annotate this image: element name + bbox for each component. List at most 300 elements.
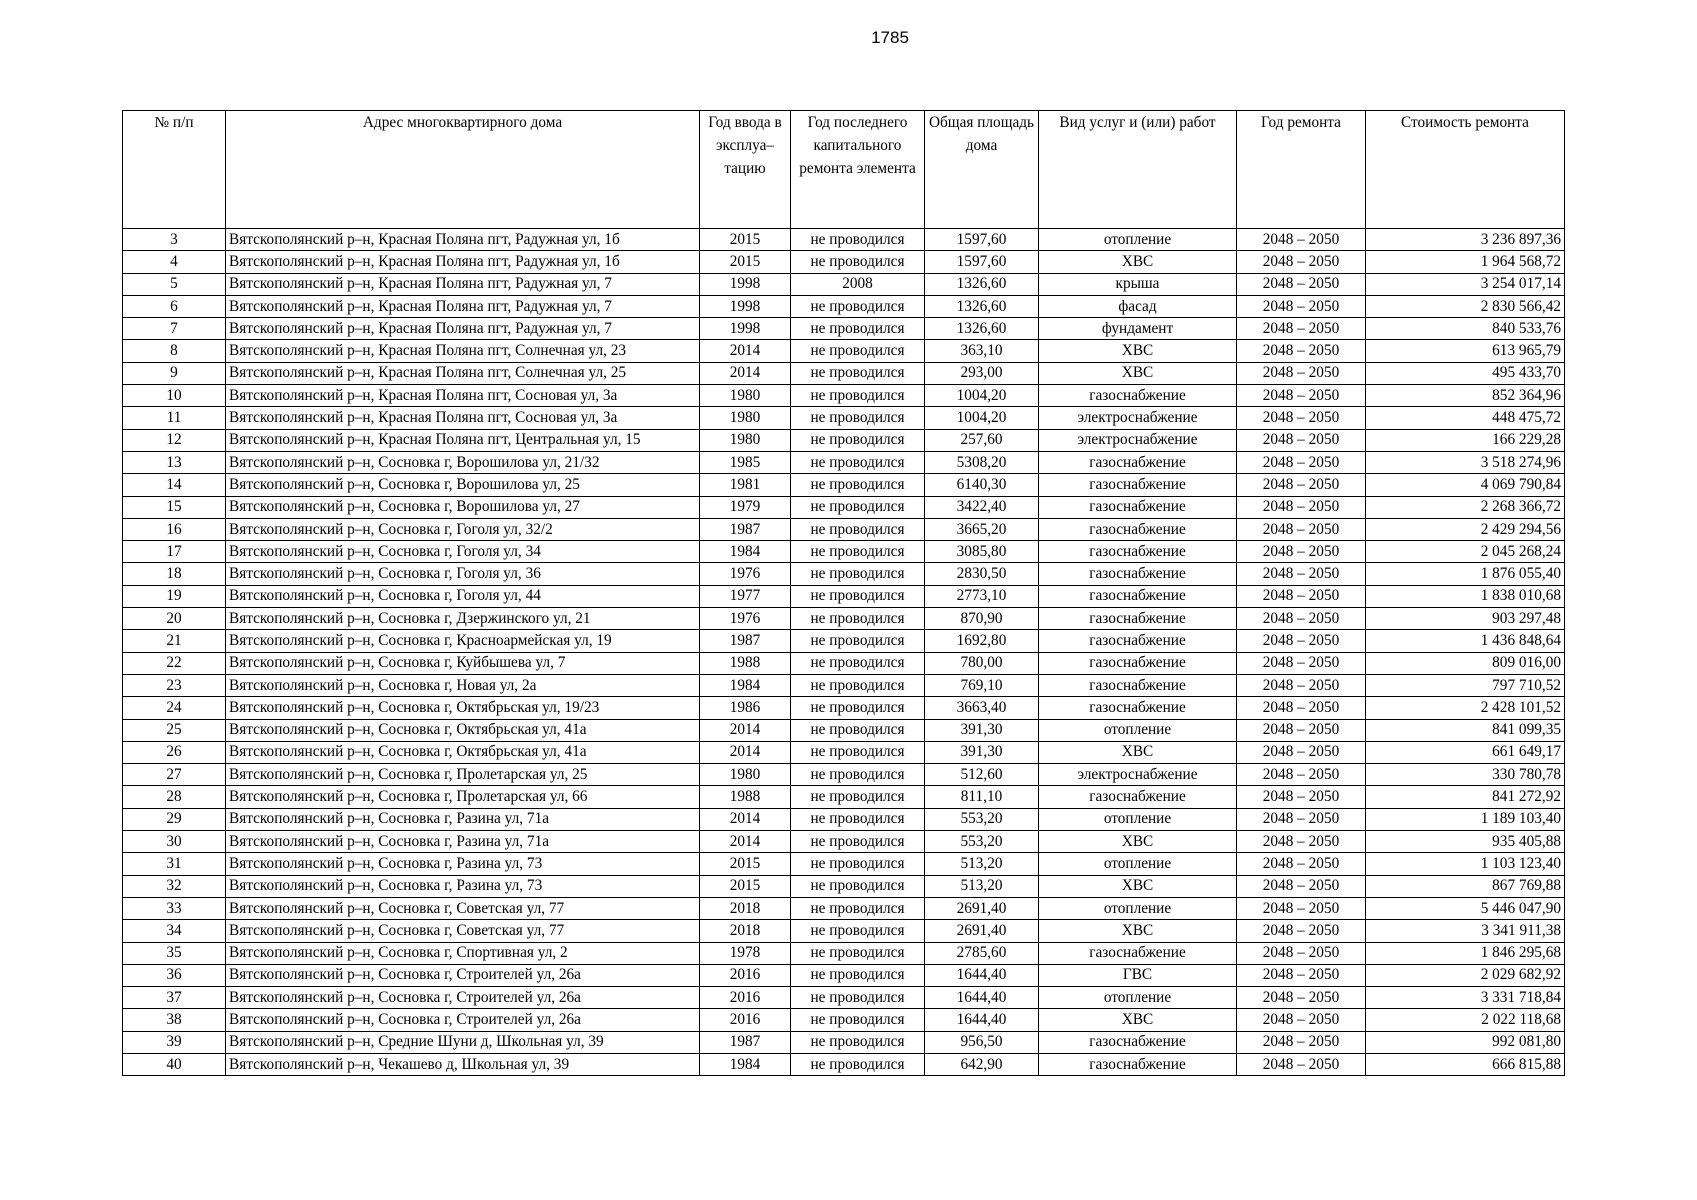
- service-type-cell: отопление: [1039, 897, 1237, 919]
- last-repair-year-cell: не проводился: [791, 942, 925, 964]
- address-cell: Вятскополянский р–н, Сосновка г, Ворошилова ул, 25: [226, 474, 700, 496]
- repair-years-cell: 2048 – 2050: [1237, 786, 1366, 808]
- commission-year-cell: 1980: [700, 385, 791, 407]
- address-cell: Вятскополянский р–н, Сосновка г, Новая ул, 2а: [226, 674, 700, 696]
- repair-cost-cell: 448 475,72: [1366, 407, 1565, 429]
- total-area-cell: 2830,50: [925, 563, 1039, 585]
- address-cell: Вятскополянский р–н, Красная Поляна пгт, Сосновая ул, 3а: [226, 407, 700, 429]
- address-cell: Вятскополянский р–н, Сосновка г, Советская ул, 77: [226, 897, 700, 919]
- repair-years-cell: 2048 – 2050: [1237, 251, 1366, 273]
- repair-cost-cell: 1 876 055,40: [1366, 563, 1565, 585]
- commission-year-cell: 1977: [700, 585, 791, 607]
- repair-years-cell: 2048 – 2050: [1237, 964, 1366, 986]
- address-cell: Вятскополянский р–н, Сосновка г, Советская ул, 77: [226, 920, 700, 942]
- row-number-cell: 4: [123, 251, 226, 273]
- total-area-cell: 391,30: [925, 719, 1039, 741]
- table-row: [123, 1031, 1565, 1053]
- row-number-cell: 34: [123, 920, 226, 942]
- service-type-cell: электроснабжение: [1039, 407, 1237, 429]
- service-type-cell: ХВС: [1039, 875, 1237, 897]
- last-repair-year-cell: не проводился: [791, 563, 925, 585]
- address-cell: Вятскополянский р–н, Красная Поляна пгт, Солнечная ул, 23: [226, 340, 700, 362]
- table-row: [123, 541, 1565, 563]
- total-area-cell: 2691,40: [925, 897, 1039, 919]
- table-header-row: [123, 111, 1565, 229]
- repair-cost-cell: 2 022 118,68: [1366, 1009, 1565, 1031]
- address-cell: Вятскополянский р–н, Сосновка г, Пролетарская ул, 66: [226, 786, 700, 808]
- total-area-cell: 1597,60: [925, 251, 1039, 273]
- address-cell: Вятскополянский р–н, Сосновка г, Разина ул, 73: [226, 853, 700, 875]
- address-cell: Вятскополянский р–н, Сосновка г, Дзержинского ул, 21: [226, 608, 700, 630]
- table-row: [123, 920, 1565, 942]
- total-area-cell: 956,50: [925, 1031, 1039, 1053]
- row-number-cell: 13: [123, 451, 226, 473]
- total-area-cell: 1326,60: [925, 273, 1039, 295]
- header-cell: Вид услуг и (или) работ: [1039, 111, 1237, 229]
- service-type-cell: газоснабжение: [1039, 652, 1237, 674]
- table-row: [123, 697, 1565, 719]
- address-cell: Вятскополянский р–н, Красная Поляна пгт, Радужная ул, 7: [226, 273, 700, 295]
- repair-years-cell: 2048 – 2050: [1237, 719, 1366, 741]
- service-type-cell: ГВС: [1039, 964, 1237, 986]
- total-area-cell: 6140,30: [925, 474, 1039, 496]
- table-row: [123, 273, 1565, 295]
- table-row: [123, 585, 1565, 607]
- table-row: [123, 630, 1565, 652]
- row-number-cell: 32: [123, 875, 226, 897]
- commission-year-cell: 2015: [700, 251, 791, 273]
- table-row: [123, 808, 1565, 830]
- service-type-cell: ХВС: [1039, 831, 1237, 853]
- address-cell: Вятскополянский р–н, Сосновка г, Красноармейская ул, 19: [226, 630, 700, 652]
- repair-years-cell: 2048 – 2050: [1237, 808, 1366, 830]
- address-cell: Вятскополянский р–н, Красная Поляна пгт, Центральная ул, 15: [226, 429, 700, 451]
- row-number-cell: 17: [123, 541, 226, 563]
- repair-cost-cell: 661 649,17: [1366, 741, 1565, 763]
- last-repair-year-cell: не проводился: [791, 897, 925, 919]
- repair-years-cell: 2048 – 2050: [1237, 741, 1366, 763]
- service-type-cell: газоснабжение: [1039, 942, 1237, 964]
- last-repair-year-cell: не проводился: [791, 875, 925, 897]
- last-repair-year-cell: не проводился: [791, 786, 925, 808]
- commission-year-cell: 1979: [700, 496, 791, 518]
- commission-year-cell: 2014: [700, 831, 791, 853]
- service-type-cell: электроснабжение: [1039, 429, 1237, 451]
- repair-years-cell: 2048 – 2050: [1237, 853, 1366, 875]
- repair-cost-cell: 1 189 103,40: [1366, 808, 1565, 830]
- table-row: [123, 385, 1565, 407]
- row-number-cell: 24: [123, 697, 226, 719]
- service-type-cell: ХВС: [1039, 362, 1237, 384]
- address-cell: Вятскополянский р–н, Сосновка г, Куйбышева ул, 7: [226, 652, 700, 674]
- repair-years-cell: 2048 – 2050: [1237, 831, 1366, 853]
- repair-cost-cell: 841 272,92: [1366, 786, 1565, 808]
- repair-cost-cell: 495 433,70: [1366, 362, 1565, 384]
- table-row: [123, 652, 1565, 674]
- last-repair-year-cell: не проводился: [791, 1031, 925, 1053]
- service-type-cell: газоснабжение: [1039, 608, 1237, 630]
- table-row: [123, 429, 1565, 451]
- table-row: [123, 229, 1565, 251]
- repair-years-cell: 2048 – 2050: [1237, 764, 1366, 786]
- row-number-cell: 31: [123, 853, 226, 875]
- repair-cost-cell: 3 331 718,84: [1366, 987, 1565, 1009]
- header-cell: Год ввода в эксплуа–тацию: [700, 111, 791, 229]
- repair-cost-cell: 992 081,80: [1366, 1031, 1565, 1053]
- table-row: [123, 897, 1565, 919]
- repair-years-cell: 2048 – 2050: [1237, 563, 1366, 585]
- repair-cost-cell: 4 069 790,84: [1366, 474, 1565, 496]
- row-number-cell: 25: [123, 719, 226, 741]
- table-row: [123, 674, 1565, 696]
- repair-cost-cell: 1 436 848,64: [1366, 630, 1565, 652]
- row-number-cell: 30: [123, 831, 226, 853]
- total-area-cell: 1597,60: [925, 229, 1039, 251]
- table-row: [123, 251, 1565, 273]
- service-type-cell: ХВС: [1039, 1009, 1237, 1031]
- total-area-cell: 1326,60: [925, 295, 1039, 317]
- last-repair-year-cell: не проводился: [791, 340, 925, 362]
- address-cell: Вятскополянский р–н, Красная Поляна пгт, Радужная ул, 7: [226, 295, 700, 317]
- commission-year-cell: 1987: [700, 518, 791, 540]
- total-area-cell: 5308,20: [925, 451, 1039, 473]
- table-row: [123, 295, 1565, 317]
- total-area-cell: 257,60: [925, 429, 1039, 451]
- table-row: [123, 608, 1565, 630]
- repair-cost-cell: 3 518 274,96: [1366, 451, 1565, 473]
- table-row: [123, 987, 1565, 1009]
- address-cell: Вятскополянский р–н, Сосновка г, Ворошилова ул, 27: [226, 496, 700, 518]
- repair-cost-cell: 3 236 897,36: [1366, 229, 1565, 251]
- address-cell: Вятскополянский р–н, Сосновка г, Разина ул, 71а: [226, 831, 700, 853]
- repair-cost-cell: 5 446 047,90: [1366, 897, 1565, 919]
- address-cell: Вятскополянский р–н, Сосновка г, Строителей ул, 26а: [226, 987, 700, 1009]
- last-repair-year-cell: не проводился: [791, 407, 925, 429]
- repair-cost-cell: 3 254 017,14: [1366, 273, 1565, 295]
- service-type-cell: газоснабжение: [1039, 697, 1237, 719]
- commission-year-cell: 1981: [700, 474, 791, 496]
- total-area-cell: 3663,40: [925, 697, 1039, 719]
- commission-year-cell: 1978: [700, 942, 791, 964]
- repair-cost-cell: 1 838 010,68: [1366, 585, 1565, 607]
- commission-year-cell: 2014: [700, 719, 791, 741]
- address-cell: Вятскополянский р–н, Сосновка г, Пролетарская ул, 25: [226, 764, 700, 786]
- repair-years-cell: 2048 – 2050: [1237, 541, 1366, 563]
- row-number-cell: 9: [123, 362, 226, 384]
- row-number-cell: 40: [123, 1053, 226, 1075]
- table-row: [123, 964, 1565, 986]
- repair-cost-cell: 1 964 568,72: [1366, 251, 1565, 273]
- service-type-cell: отопление: [1039, 719, 1237, 741]
- total-area-cell: 391,30: [925, 741, 1039, 763]
- total-area-cell: 513,20: [925, 875, 1039, 897]
- address-cell: Вятскополянский р–н, Сосновка г, Строителей ул, 26а: [226, 964, 700, 986]
- repair-years-cell: 2048 – 2050: [1237, 1053, 1366, 1075]
- repair-years-cell: 2048 – 2050: [1237, 496, 1366, 518]
- repair-years-cell: 2048 – 2050: [1237, 920, 1366, 942]
- header-cell: № п/п: [123, 111, 226, 229]
- address-cell: Вятскополянский р–н, Красная Поляна пгт, Радужная ул, 1б: [226, 251, 700, 273]
- row-number-cell: 29: [123, 808, 226, 830]
- total-area-cell: 870,90: [925, 608, 1039, 630]
- commission-year-cell: 1984: [700, 1053, 791, 1075]
- total-area-cell: 1644,40: [925, 987, 1039, 1009]
- total-area-cell: 553,20: [925, 808, 1039, 830]
- last-repair-year-cell: не проводился: [791, 496, 925, 518]
- table-row: [123, 853, 1565, 875]
- table-row: [123, 741, 1565, 763]
- total-area-cell: 2773,10: [925, 585, 1039, 607]
- commission-year-cell: 2016: [700, 1009, 791, 1031]
- service-type-cell: газоснабжение: [1039, 1031, 1237, 1053]
- total-area-cell: 1326,60: [925, 318, 1039, 340]
- total-area-cell: 1644,40: [925, 1009, 1039, 1031]
- service-type-cell: крыша: [1039, 273, 1237, 295]
- address-cell: Вятскополянский р–н, Сосновка г, Гоголя ул, 36: [226, 563, 700, 585]
- row-number-cell: 28: [123, 786, 226, 808]
- last-repair-year-cell: не проводился: [791, 385, 925, 407]
- total-area-cell: 1644,40: [925, 964, 1039, 986]
- total-area-cell: 3422,40: [925, 496, 1039, 518]
- commission-year-cell: 1980: [700, 429, 791, 451]
- table-row: [123, 831, 1565, 853]
- row-number-cell: 39: [123, 1031, 226, 1053]
- table-row: [123, 786, 1565, 808]
- commission-year-cell: 1984: [700, 541, 791, 563]
- service-type-cell: газоснабжение: [1039, 496, 1237, 518]
- service-type-cell: ХВС: [1039, 920, 1237, 942]
- repair-years-cell: 2048 – 2050: [1237, 875, 1366, 897]
- commission-year-cell: 1987: [700, 1031, 791, 1053]
- commission-year-cell: 2016: [700, 964, 791, 986]
- row-number-cell: 3: [123, 229, 226, 251]
- repair-years-cell: 2048 – 2050: [1237, 407, 1366, 429]
- last-repair-year-cell: не проводился: [791, 987, 925, 1009]
- address-cell: Вятскополянский р–н, Красная Поляна пгт, Радужная ул, 1б: [226, 229, 700, 251]
- table-row: [123, 340, 1565, 362]
- service-type-cell: газоснабжение: [1039, 518, 1237, 540]
- row-number-cell: 22: [123, 652, 226, 674]
- last-repair-year-cell: не проводился: [791, 853, 925, 875]
- address-cell: Вятскополянский р–н, Сосновка г, Гоголя ул, 34: [226, 541, 700, 563]
- row-number-cell: 33: [123, 897, 226, 919]
- row-number-cell: 6: [123, 295, 226, 317]
- repair-cost-cell: 797 710,52: [1366, 674, 1565, 696]
- total-area-cell: 780,00: [925, 652, 1039, 674]
- repair-years-cell: 2048 – 2050: [1237, 451, 1366, 473]
- total-area-cell: 642,90: [925, 1053, 1039, 1075]
- address-cell: Вятскополянский р–н, Красная Поляна пгт, Радужная ул, 7: [226, 318, 700, 340]
- service-type-cell: ХВС: [1039, 340, 1237, 362]
- commission-year-cell: 2016: [700, 987, 791, 1009]
- last-repair-year-cell: не проводился: [791, 719, 925, 741]
- repair-cost-cell: 1 103 123,40: [1366, 853, 1565, 875]
- commission-year-cell: 1976: [700, 608, 791, 630]
- header-cell: Общая площадь дома: [925, 111, 1039, 229]
- total-area-cell: 1004,20: [925, 407, 1039, 429]
- repair-years-cell: 2048 – 2050: [1237, 942, 1366, 964]
- row-number-cell: 8: [123, 340, 226, 362]
- repair-cost-cell: 867 769,88: [1366, 875, 1565, 897]
- repair-years-cell: 2048 – 2050: [1237, 608, 1366, 630]
- last-repair-year-cell: не проводился: [791, 764, 925, 786]
- last-repair-year-cell: не проводился: [791, 295, 925, 317]
- row-number-cell: 35: [123, 942, 226, 964]
- page-number: 1785: [871, 28, 909, 47]
- total-area-cell: 3665,20: [925, 518, 1039, 540]
- last-repair-year-cell: не проводился: [791, 229, 925, 251]
- service-type-cell: газоснабжение: [1039, 786, 1237, 808]
- address-cell: Вятскополянский р–н, Сосновка г, Ворошилова ул, 21/32: [226, 451, 700, 473]
- service-type-cell: газоснабжение: [1039, 630, 1237, 652]
- repair-years-cell: 2048 – 2050: [1237, 295, 1366, 317]
- service-type-cell: газоснабжение: [1039, 1053, 1237, 1075]
- row-number-cell: 37: [123, 987, 226, 1009]
- last-repair-year-cell: не проводился: [791, 251, 925, 273]
- last-repair-year-cell: не проводился: [791, 674, 925, 696]
- service-type-cell: газоснабжение: [1039, 674, 1237, 696]
- repair-cost-cell: 613 965,79: [1366, 340, 1565, 362]
- commission-year-cell: 1980: [700, 764, 791, 786]
- commission-year-cell: 2015: [700, 229, 791, 251]
- repair-cost-cell: 2 429 294,56: [1366, 518, 1565, 540]
- total-area-cell: 363,10: [925, 340, 1039, 362]
- commission-year-cell: 1987: [700, 630, 791, 652]
- table-row: [123, 719, 1565, 741]
- row-number-cell: 5: [123, 273, 226, 295]
- repair-cost-cell: 2 268 366,72: [1366, 496, 1565, 518]
- last-repair-year-cell: не проводился: [791, 429, 925, 451]
- address-cell: Вятскополянский р–н, Красная Поляна пгт, Солнечная ул, 25: [226, 362, 700, 384]
- last-repair-year-cell: не проводился: [791, 362, 925, 384]
- commission-year-cell: 2018: [700, 897, 791, 919]
- address-cell: Вятскополянский р–н, Сосновка г, Строителей ул, 26а: [226, 1009, 700, 1031]
- last-repair-year-cell: не проводился: [791, 964, 925, 986]
- header-cell: Адрес многоквартирного дома: [226, 111, 700, 229]
- last-repair-year-cell: не проводился: [791, 630, 925, 652]
- total-area-cell: 811,10: [925, 786, 1039, 808]
- commission-year-cell: 1985: [700, 451, 791, 473]
- row-number-cell: 18: [123, 563, 226, 585]
- last-repair-year-cell: не проводился: [791, 831, 925, 853]
- repair-cost-cell: 935 405,88: [1366, 831, 1565, 853]
- row-number-cell: 36: [123, 964, 226, 986]
- service-type-cell: газоснабжение: [1039, 474, 1237, 496]
- address-cell: Вятскополянский р–н, Сосновка г, Спортивная ул, 2: [226, 942, 700, 964]
- table-row: [123, 563, 1565, 585]
- row-number-cell: 27: [123, 764, 226, 786]
- repair-register-table: [122, 110, 1565, 1076]
- service-type-cell: отопление: [1039, 853, 1237, 875]
- repair-cost-cell: 666 815,88: [1366, 1053, 1565, 1075]
- commission-year-cell: 1998: [700, 295, 791, 317]
- repair-years-cell: 2048 – 2050: [1237, 429, 1366, 451]
- service-type-cell: отопление: [1039, 808, 1237, 830]
- table-row: [123, 474, 1565, 496]
- service-type-cell: электроснабжение: [1039, 764, 1237, 786]
- service-type-cell: газоснабжение: [1039, 563, 1237, 585]
- service-type-cell: газоснабжение: [1039, 385, 1237, 407]
- last-repair-year-cell: не проводился: [791, 318, 925, 340]
- commission-year-cell: 2014: [700, 340, 791, 362]
- table-row: [123, 496, 1565, 518]
- row-number-cell: 11: [123, 407, 226, 429]
- commission-year-cell: 2018: [700, 920, 791, 942]
- row-number-cell: 19: [123, 585, 226, 607]
- repair-cost-cell: 2 045 268,24: [1366, 541, 1565, 563]
- commission-year-cell: 1980: [700, 407, 791, 429]
- commission-year-cell: 2014: [700, 808, 791, 830]
- repair-years-cell: 2048 – 2050: [1237, 474, 1366, 496]
- last-repair-year-cell: не проводился: [791, 741, 925, 763]
- address-cell: Вятскополянский р–н, Красная Поляна пгт, Сосновая ул, 3а: [226, 385, 700, 407]
- repair-cost-cell: 841 099,35: [1366, 719, 1565, 741]
- commission-year-cell: 2014: [700, 741, 791, 763]
- service-type-cell: газоснабжение: [1039, 585, 1237, 607]
- service-type-cell: газоснабжение: [1039, 451, 1237, 473]
- repair-years-cell: 2048 – 2050: [1237, 1031, 1366, 1053]
- last-repair-year-cell: не проводился: [791, 608, 925, 630]
- commission-year-cell: 1998: [700, 273, 791, 295]
- commission-year-cell: 2015: [700, 875, 791, 897]
- last-repair-year-cell: не проводился: [791, 652, 925, 674]
- total-area-cell: 553,20: [925, 831, 1039, 853]
- service-type-cell: отопление: [1039, 229, 1237, 251]
- commission-year-cell: 2014: [700, 362, 791, 384]
- table-row: [123, 942, 1565, 964]
- last-repair-year-cell: не проводился: [791, 1009, 925, 1031]
- service-type-cell: ХВС: [1039, 251, 1237, 273]
- repair-cost-cell: 903 297,48: [1366, 608, 1565, 630]
- row-number-cell: 14: [123, 474, 226, 496]
- service-type-cell: фундамент: [1039, 318, 1237, 340]
- repair-years-cell: 2048 – 2050: [1237, 229, 1366, 251]
- address-cell: Вятскополянский р–н, Сосновка г, Разина ул, 71а: [226, 808, 700, 830]
- address-cell: Вятскополянский р–н, Сосновка г, Гоголя ул, 44: [226, 585, 700, 607]
- repair-cost-cell: 330 780,78: [1366, 764, 1565, 786]
- commission-year-cell: 1986: [700, 697, 791, 719]
- total-area-cell: 293,00: [925, 362, 1039, 384]
- repair-cost-cell: 3 341 911,38: [1366, 920, 1565, 942]
- table-row: [123, 1009, 1565, 1031]
- table-row: [123, 318, 1565, 340]
- repair-years-cell: 2048 – 2050: [1237, 585, 1366, 607]
- last-repair-year-cell: 2008: [791, 273, 925, 295]
- last-repair-year-cell: не проводился: [791, 920, 925, 942]
- repair-years-cell: 2048 – 2050: [1237, 987, 1366, 1009]
- row-number-cell: 26: [123, 741, 226, 763]
- repair-years-cell: 2048 – 2050: [1237, 897, 1366, 919]
- repair-cost-cell: 2 029 682,92: [1366, 964, 1565, 986]
- table-row: [123, 362, 1565, 384]
- address-cell: Вятскополянский р–н, Сосновка г, Гоголя ул, 32/2: [226, 518, 700, 540]
- last-repair-year-cell: не проводился: [791, 585, 925, 607]
- commission-year-cell: 1998: [700, 318, 791, 340]
- repair-cost-cell: 852 364,96: [1366, 385, 1565, 407]
- header-cell: Год последнего капитального ремонта элемента: [791, 111, 925, 229]
- repair-years-cell: 2048 – 2050: [1237, 630, 1366, 652]
- header-cell: Год ремонта: [1237, 111, 1366, 229]
- repair-years-cell: 2048 – 2050: [1237, 273, 1366, 295]
- total-area-cell: 769,10: [925, 674, 1039, 696]
- last-repair-year-cell: не проводился: [791, 474, 925, 496]
- repair-years-cell: 2048 – 2050: [1237, 697, 1366, 719]
- commission-year-cell: 2015: [700, 853, 791, 875]
- total-area-cell: 1692,80: [925, 630, 1039, 652]
- commission-year-cell: 1976: [700, 563, 791, 585]
- address-cell: Вятскополянский р–н, Сосновка г, Октябрьская ул, 19/23: [226, 697, 700, 719]
- last-repair-year-cell: не проводился: [791, 518, 925, 540]
